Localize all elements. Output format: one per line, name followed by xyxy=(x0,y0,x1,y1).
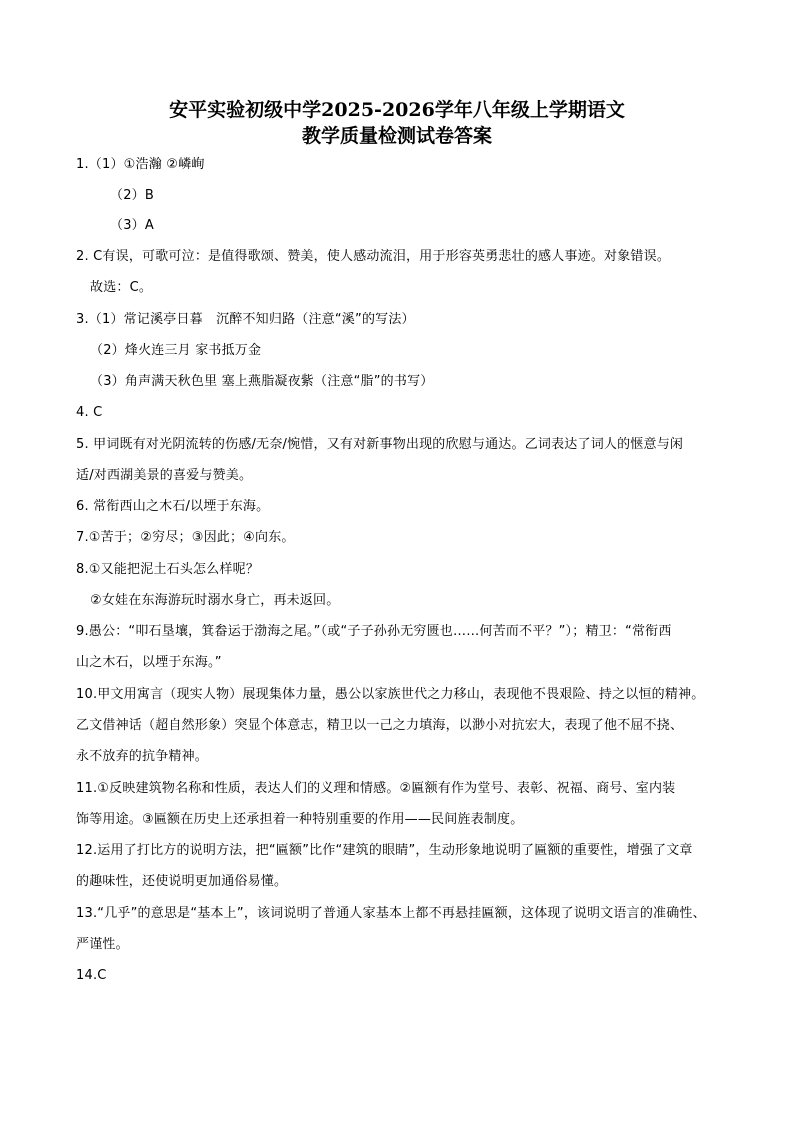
answer-9-line-1: 9.愚公：“叩石垦壤，箕畚运于渤海之尾。”（或“子子孙孙无穷匮也……何苦而不平？”）；精卫：“常衔西 xyxy=(76,624,672,639)
answer-12-line-2: 的趣味性，还使说明更加通俗易懂。 xyxy=(76,874,288,889)
answer-4: 4. C xyxy=(76,405,103,420)
answer-9-line-2: 山之木石，以堙于东海。” xyxy=(76,655,222,670)
answer-13-line-1: 13.“几乎”的意思是“基本上”，该词说明了普通人家基本上都不再悬挂匾额，这体现了说明文语言的准确性、 xyxy=(76,906,706,921)
answer-3-part-3: （3）角声满天秋色里 塞上燕脂凝夜紫（注意“脂”的书写） xyxy=(90,374,434,389)
answer-7: 7.①苦于；②穷尽；③因此；④向东。 xyxy=(76,530,295,545)
answer-10-line-2: 乙文借神话（超自然形象）突显个体意志，精卫以一己之力填海，以渺小对抗宏大，表现了他不屈不挠、 xyxy=(76,718,684,733)
answer-14: 14.C xyxy=(76,968,107,983)
answer-6: 6. 常衔西山之木石/以堙于东海。 xyxy=(76,499,270,514)
answer-3-part-1: 3.（1）常记溪亭日暮 沉醉不知归路（注意“溪”的写法） xyxy=(76,312,415,327)
answer-13-line-2: 严谨性。 xyxy=(76,937,129,952)
answer-1-part-3: （3）A xyxy=(110,218,154,233)
answer-1-part-2: （2）B xyxy=(110,188,154,203)
answer-11-line-2: 饰等用途。③匾额在历史上还承担着一种特别重要的作用——民间旌表制度。 xyxy=(76,812,524,827)
answer-5-line-2: 适/对西湖美景的喜爱与赞美。 xyxy=(76,468,253,483)
answer-5-line-1: 5. 甲词既有对光阴流转的伤感/无奈/惋惜，又有对新事物出现的欣慰与通达。乙词表达了词人的惬意与闲 xyxy=(76,437,684,452)
page-title: 安平实验初级中学2025-2026学年八年级上学期语文 xyxy=(169,99,625,121)
answer-2-line-2: 故选：C。 xyxy=(90,280,153,295)
answer-1-part-1: 1.（1）①浩瀚 ②嶙峋 xyxy=(76,157,205,172)
page-subtitle: 教学质量检测试卷答案 xyxy=(301,125,492,147)
answer-11-line-1: 11.①反映建筑物名称和性质，表达人们的义理和情感。②匾额有作为堂号、表彰、祝福、商号、室内装 xyxy=(76,781,676,796)
answer-10-line-3: 永不放弃的抗争精神。 xyxy=(76,749,209,764)
answer-3-part-2: （2）烽火连三月 家书抵万金 xyxy=(90,343,262,358)
answer-2-line-1: 2. C有误，可歌可泣：是值得歌颂、赞美，使人感动流泪，用于形容英勇悲壮的感人事迹。对象错误。 xyxy=(76,249,671,264)
answer-8-line-1: 8.①又能把泥土石头怎么样呢？ xyxy=(76,562,260,577)
answer-8-line-2: ②女娃在东海游玩时溺水身亡，再未返回。 xyxy=(90,593,340,608)
answer-10-line-1: 10.甲文用寓言（现实人物）展现集体力量，愚公以家族世代之力移山，表现他不畏艰险、持之以恒的精神。 xyxy=(76,687,705,702)
answer-12-line-1: 12.运用了打比方的说明方法，把“匾额”比作“建筑的眼睛”，生动形象地说明了匾额的重要性，增强了文章 xyxy=(76,843,693,858)
